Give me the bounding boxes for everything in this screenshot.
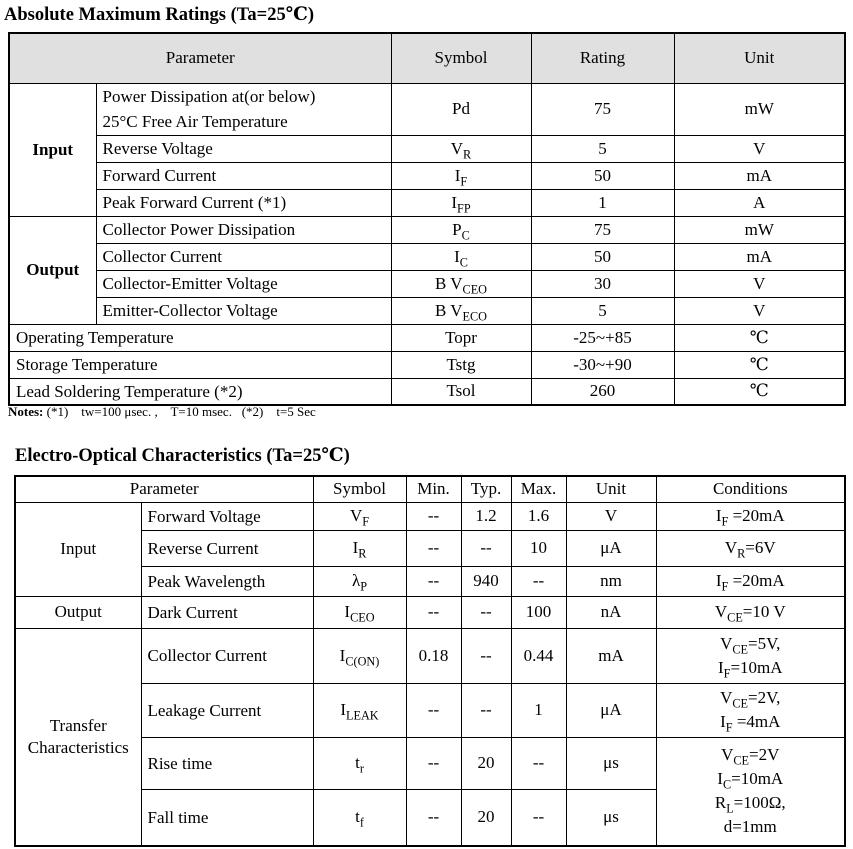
unit-cell: ℃ xyxy=(674,378,845,405)
table-row xyxy=(9,189,845,216)
t1-header-row xyxy=(9,33,845,83)
unit-cell: V xyxy=(674,297,845,324)
max-cell: 10 xyxy=(511,530,566,566)
unit-cell: mW xyxy=(674,216,845,243)
t2-header-typ: Typ. xyxy=(461,476,511,502)
t2-header-unit: Unit xyxy=(566,476,656,502)
param-cell: Leakage Current xyxy=(141,683,313,737)
param-cell: Forward Voltage xyxy=(141,502,313,530)
min-cell: -- xyxy=(406,596,461,628)
t2-header-conditions: Conditions xyxy=(656,476,845,502)
param-cell: Reverse Voltage xyxy=(96,135,391,162)
unit-cell: mA xyxy=(674,243,845,270)
typ-cell: -- xyxy=(461,530,511,566)
unit-cell: ℃ xyxy=(674,324,845,351)
min-cell: -- xyxy=(406,683,461,737)
unit-cell: V xyxy=(674,270,845,297)
min-cell: -- xyxy=(406,530,461,566)
symbol-cell: $t_r$ xyxy=(313,737,406,789)
param-cell: Forward Current xyxy=(96,162,391,189)
symbol-cell: Topr xyxy=(391,324,531,351)
t1-header-symbol: Symbol xyxy=(391,33,531,83)
table-row xyxy=(9,378,845,405)
t2-group-input: Input xyxy=(15,502,141,596)
table-row xyxy=(9,270,845,297)
conditions-cell-merged: $V_{CE}=2V$ $I_C=10mA$ $R_L=100\Omega$, d=1mm xyxy=(656,737,845,846)
typ-cell: 1.2 xyxy=(461,502,511,530)
symbol-cell: $I_F$ xyxy=(391,162,531,189)
abs-max-notes xyxy=(8,404,316,420)
conditions-cell: $V_{CE}=2V$, $I_F =4mA$ xyxy=(656,683,845,737)
param-cell: Rise time xyxy=(141,737,313,789)
symbol-cell: $I_{C(ON)}$ xyxy=(313,628,406,683)
t2-header-min: Min. xyxy=(406,476,461,502)
symbol-cell: B $V_{ECO}$ xyxy=(391,297,531,324)
rating-cell: -30~+90 xyxy=(531,351,674,378)
typ-cell: 940 xyxy=(461,566,511,596)
symbol-cell: Pd xyxy=(391,83,531,135)
unit-cell: nm xyxy=(566,566,656,596)
t1-header-parameter: Parameter xyxy=(9,33,391,83)
table-row xyxy=(15,596,845,628)
unit-cell: nA xyxy=(566,596,656,628)
abs-max-ratings-title: Absolute Maximum Ratings (Ta=25℃) xyxy=(4,5,315,25)
conditions-cell: $V_{CE}=10$ V xyxy=(656,596,845,628)
typ-cell: 20 xyxy=(461,737,511,789)
electro-optical-table xyxy=(14,475,846,847)
table-row xyxy=(9,297,845,324)
max-cell: -- xyxy=(511,789,566,846)
param-cell: Operating Temperature xyxy=(9,324,391,351)
table-row xyxy=(15,502,845,530)
notes-label: Notes: xyxy=(8,404,44,419)
t1-group-input: Input xyxy=(9,83,96,216)
table-row xyxy=(9,83,845,135)
abs-max-ratings-table xyxy=(8,32,846,406)
unit-cell: ℃ xyxy=(674,351,845,378)
symbol-cell: $\lambda_P$ xyxy=(313,566,406,596)
conditions-cell: $I_F =20mA$ xyxy=(656,566,845,596)
table-row xyxy=(9,162,845,189)
unit-cell: V xyxy=(674,135,845,162)
param-cell: Reverse Current xyxy=(141,530,313,566)
min-cell: -- xyxy=(406,789,461,846)
param-cell: Collector-Emitter Voltage xyxy=(96,270,391,297)
param-cell: Dark Current xyxy=(141,596,313,628)
unit-cell: μs xyxy=(566,737,656,789)
conditions-cell: $I_F =20mA$ xyxy=(656,502,845,530)
rating-cell: -25~+85 xyxy=(531,324,674,351)
typ-cell: -- xyxy=(461,683,511,737)
table-row xyxy=(9,351,845,378)
rating-cell: 1 xyxy=(531,189,674,216)
max-cell: 100 xyxy=(511,596,566,628)
notes-text: (*1) tw=100 μsec. , T=10 msec. (*2) t=5 Sec xyxy=(46,404,316,419)
typ-cell: -- xyxy=(461,628,511,683)
param-cell: Storage Temperature xyxy=(9,351,391,378)
t2-header-max: Max. xyxy=(511,476,566,502)
max-cell: -- xyxy=(511,737,566,789)
table-row xyxy=(9,243,845,270)
rating-cell: 75 xyxy=(531,83,674,135)
symbol-cell: B $V_{CEO}$ xyxy=(391,270,531,297)
table-row xyxy=(9,324,845,351)
symbol-cell: Tstg xyxy=(391,351,531,378)
t1-header-rating: Rating xyxy=(531,33,674,83)
t2-group-transfer: Transfer Characteristics xyxy=(15,628,141,846)
table-row xyxy=(9,216,845,243)
unit-cell: mA xyxy=(674,162,845,189)
t1-header-unit: Unit xyxy=(674,33,845,83)
electro-optical-title: Electro-Optical Characteristics (Ta=25℃) xyxy=(15,446,350,466)
typ-cell: 20 xyxy=(461,789,511,846)
unit-cell: mA xyxy=(566,628,656,683)
typ-cell: -- xyxy=(461,596,511,628)
t2-header-parameter: Parameter xyxy=(15,476,313,502)
param-cell: Peak Wavelength xyxy=(141,566,313,596)
symbol-cell: $I_{FP}$ xyxy=(391,189,531,216)
max-cell: 1 xyxy=(511,683,566,737)
param-cell: Fall time xyxy=(141,789,313,846)
rating-cell: 50 xyxy=(531,243,674,270)
t2-header-symbol: Symbol xyxy=(313,476,406,502)
symbol-cell: $I_R$ xyxy=(313,530,406,566)
param-cell: Collector Current xyxy=(141,628,313,683)
param-cell: Collector Power Dissipation xyxy=(96,216,391,243)
rating-cell: 30 xyxy=(531,270,674,297)
unit-cell: A xyxy=(674,189,845,216)
symbol-cell: $P_C$ xyxy=(391,216,531,243)
unit-cell: μA xyxy=(566,530,656,566)
symbol-cell: $V_R$ xyxy=(391,135,531,162)
table-row xyxy=(9,135,845,162)
conditions-cell: $V_{CE}=5V$, $I_F=10mA$ xyxy=(656,628,845,683)
param-cell: Peak Forward Current (*1) xyxy=(96,189,391,216)
param-cell: Power Dissipation at(or below) 25°C Free Air Temperature xyxy=(96,83,391,135)
rating-cell: 5 xyxy=(531,135,674,162)
unit-cell: μs xyxy=(566,789,656,846)
param-cell: Lead Soldering Temperature (*2) xyxy=(9,378,391,405)
max-cell: -- xyxy=(511,566,566,596)
t2-group-output: Output xyxy=(15,596,141,628)
t1-group-output: Output xyxy=(9,216,96,324)
rating-cell: 260 xyxy=(531,378,674,405)
param-cell: Collector Current xyxy=(96,243,391,270)
symbol-cell: $I_{LEAK}$ xyxy=(313,683,406,737)
min-cell: -- xyxy=(406,566,461,596)
t2-header-row xyxy=(15,476,845,502)
min-cell: -- xyxy=(406,737,461,789)
min-cell: 0.18 xyxy=(406,628,461,683)
unit-cell: mW xyxy=(674,83,845,135)
unit-cell: V xyxy=(566,502,656,530)
rating-cell: 75 xyxy=(531,216,674,243)
unit-cell: μA xyxy=(566,683,656,737)
param-cell: Emitter-Collector Voltage xyxy=(96,297,391,324)
max-cell: 1.6 xyxy=(511,502,566,530)
min-cell: -- xyxy=(406,502,461,530)
table-row xyxy=(15,628,845,683)
rating-cell: 50 xyxy=(531,162,674,189)
symbol-cell: $t_f$ xyxy=(313,789,406,846)
symbol-cell: $I_{CEO}$ xyxy=(313,596,406,628)
rating-cell: 5 xyxy=(531,297,674,324)
symbol-cell: $V_F$ xyxy=(313,502,406,530)
conditions-cell: $V_R=6V$ xyxy=(656,530,845,566)
max-cell: 0.44 xyxy=(511,628,566,683)
symbol-cell: Tsol xyxy=(391,378,531,405)
symbol-cell: $I_C$ xyxy=(391,243,531,270)
